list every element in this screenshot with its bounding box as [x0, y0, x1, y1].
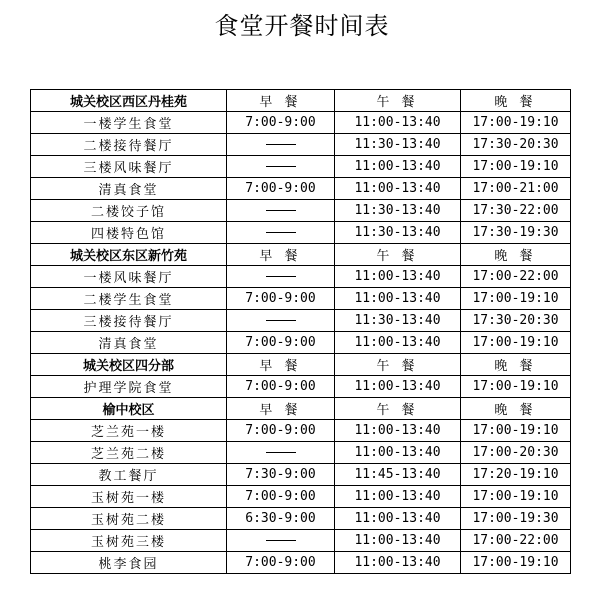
breakfast-time: 7:00-9:00: [227, 486, 335, 508]
lunch-time: 11:00-13:40: [335, 508, 461, 530]
dinner-time: 17:00-19:10: [461, 332, 571, 354]
table-row: [31, 420, 571, 442]
lunch-header: 午 餐: [335, 398, 461, 420]
dinner-time: 17:00-19:10: [461, 420, 571, 442]
lunch-time: 11:30-13:40: [335, 134, 461, 156]
canteen-name: 清真食堂: [31, 332, 227, 354]
not-served-dash: [266, 232, 296, 233]
lunch-time: 11:30-13:40: [335, 310, 461, 332]
lunch-header: 午 餐: [335, 354, 461, 376]
dinner-time: 17:30-20:30: [461, 310, 571, 332]
canteen-name: 芝兰苑二楼: [31, 442, 227, 464]
canteen-name: 二楼学生食堂: [31, 288, 227, 310]
canteen-name: 一楼风味餐厅: [31, 266, 227, 288]
dinner-header: 晚 餐: [461, 90, 571, 112]
dinner-time: 17:30-19:30: [461, 222, 571, 244]
canteen-name: 四楼特色馆: [31, 222, 227, 244]
lunch-time: 11:30-13:40: [335, 222, 461, 244]
lunch-time: 11:00-13:40: [335, 288, 461, 310]
dinner-time: 17:30-22:00: [461, 200, 571, 222]
dinner-time: 17:00-19:10: [461, 288, 571, 310]
campus-name: 榆中校区: [31, 398, 227, 420]
dinner-time: 17:00-19:10: [461, 552, 571, 574]
dinner-time: 17:00-22:00: [461, 266, 571, 288]
table-row: [31, 178, 571, 200]
breakfast-time: [227, 156, 335, 178]
lunch-time: 11:00-13:40: [335, 442, 461, 464]
section-header-row: [31, 354, 571, 376]
breakfast-time: 7:00-9:00: [227, 552, 335, 574]
breakfast-header: 早 餐: [227, 90, 335, 112]
table-row: [31, 112, 571, 134]
table-row: [31, 310, 571, 332]
campus-name: 城关校区四分部: [31, 354, 227, 376]
breakfast-time: [227, 530, 335, 552]
canteen-name: 玉树苑二楼: [31, 508, 227, 530]
dinner-time: 17:00-22:00: [461, 530, 571, 552]
not-served-dash: [266, 540, 296, 541]
breakfast-time: [227, 200, 335, 222]
lunch-time: 11:30-13:40: [335, 200, 461, 222]
table-row: [31, 222, 571, 244]
table-row: [31, 508, 571, 530]
dinner-header: 晚 餐: [461, 398, 571, 420]
dinner-header: 晚 餐: [461, 244, 571, 266]
not-served-dash: [266, 210, 296, 211]
breakfast-time: 7:00-9:00: [227, 112, 335, 134]
table-row: [31, 552, 571, 574]
canteen-name: 玉树苑三楼: [31, 530, 227, 552]
lunch-time: 11:00-13:40: [335, 552, 461, 574]
canteen-name: 清真食堂: [31, 178, 227, 200]
canteen-name: 三楼接待餐厅: [31, 310, 227, 332]
lunch-time: 11:00-13:40: [335, 266, 461, 288]
canteen-schedule-table: [30, 89, 571, 574]
lunch-header: 午 餐: [335, 244, 461, 266]
not-served-dash: [266, 452, 296, 453]
canteen-name: 一楼学生食堂: [31, 112, 227, 134]
dinner-time: 17:00-21:00: [461, 178, 571, 200]
dinner-time: 17:00-19:30: [461, 508, 571, 530]
breakfast-time: 7:30-9:00: [227, 464, 335, 486]
lunch-time: 11:00-13:40: [335, 112, 461, 134]
breakfast-time: [227, 442, 335, 464]
canteen-name: 二楼接待餐厅: [31, 134, 227, 156]
not-served-dash: [266, 144, 296, 145]
breakfast-time: 7:00-9:00: [227, 288, 335, 310]
breakfast-time: [227, 310, 335, 332]
schedule-body: [31, 90, 571, 574]
lunch-time: 11:00-13:40: [335, 486, 461, 508]
not-served-dash: [266, 276, 296, 277]
breakfast-time: [227, 134, 335, 156]
canteen-name: 三楼风味餐厅: [31, 156, 227, 178]
canteen-name: 玉树苑一楼: [31, 486, 227, 508]
dinner-time: 17:00-19:10: [461, 156, 571, 178]
breakfast-time: 6:30-9:00: [227, 508, 335, 530]
table-row: [31, 288, 571, 310]
dinner-time: 17:20-19:10: [461, 464, 571, 486]
lunch-time: 11:00-13:40: [335, 530, 461, 552]
table-row: [31, 442, 571, 464]
lunch-time: 11:00-13:40: [335, 376, 461, 398]
campus-name: 城关校区东区新竹苑: [31, 244, 227, 266]
breakfast-time: [227, 266, 335, 288]
table-row: [31, 200, 571, 222]
breakfast-time: [227, 222, 335, 244]
lunch-time: 11:45-13:40: [335, 464, 461, 486]
table-row: [31, 266, 571, 288]
table-row: [31, 464, 571, 486]
table-row: [31, 530, 571, 552]
lunch-time: 11:00-13:40: [335, 178, 461, 200]
breakfast-time: 7:00-9:00: [227, 376, 335, 398]
canteen-name: 护理学院食堂: [31, 376, 227, 398]
dinner-time: 17:00-20:30: [461, 442, 571, 464]
table-row: [31, 134, 571, 156]
campus-name: 城关校区西区丹桂苑: [31, 90, 227, 112]
table-row: [31, 156, 571, 178]
page-title: 食堂开餐时间表: [214, 12, 390, 40]
canteen-name: 二楼饺子馆: [31, 200, 227, 222]
section-header-row: [31, 90, 571, 112]
breakfast-time: 7:00-9:00: [227, 332, 335, 354]
table-row: [31, 486, 571, 508]
lunch-header: 午 餐: [335, 90, 461, 112]
breakfast-time: 7:00-9:00: [227, 420, 335, 442]
not-served-dash: [266, 320, 296, 321]
section-header-row: [31, 398, 571, 420]
table-row: [31, 376, 571, 398]
canteen-name: 桃李食园: [31, 552, 227, 574]
canteen-name: 芝兰苑一楼: [31, 420, 227, 442]
dinner-time: 17:00-19:10: [461, 112, 571, 134]
lunch-time: 11:00-13:40: [335, 420, 461, 442]
breakfast-header: 早 餐: [227, 398, 335, 420]
lunch-time: 11:00-13:40: [335, 332, 461, 354]
canteen-name: 教工餐厅: [31, 464, 227, 486]
dinner-time: 17:00-19:10: [461, 376, 571, 398]
dinner-header: 晚 餐: [461, 354, 571, 376]
breakfast-time: 7:00-9:00: [227, 178, 335, 200]
breakfast-header: 早 餐: [227, 244, 335, 266]
table-row: [31, 332, 571, 354]
not-served-dash: [266, 166, 296, 167]
dinner-time: 17:30-20:30: [461, 134, 571, 156]
section-header-row: [31, 244, 571, 266]
lunch-time: 11:00-13:40: [335, 156, 461, 178]
dinner-time: 17:00-19:10: [461, 486, 571, 508]
breakfast-header: 早 餐: [227, 354, 335, 376]
